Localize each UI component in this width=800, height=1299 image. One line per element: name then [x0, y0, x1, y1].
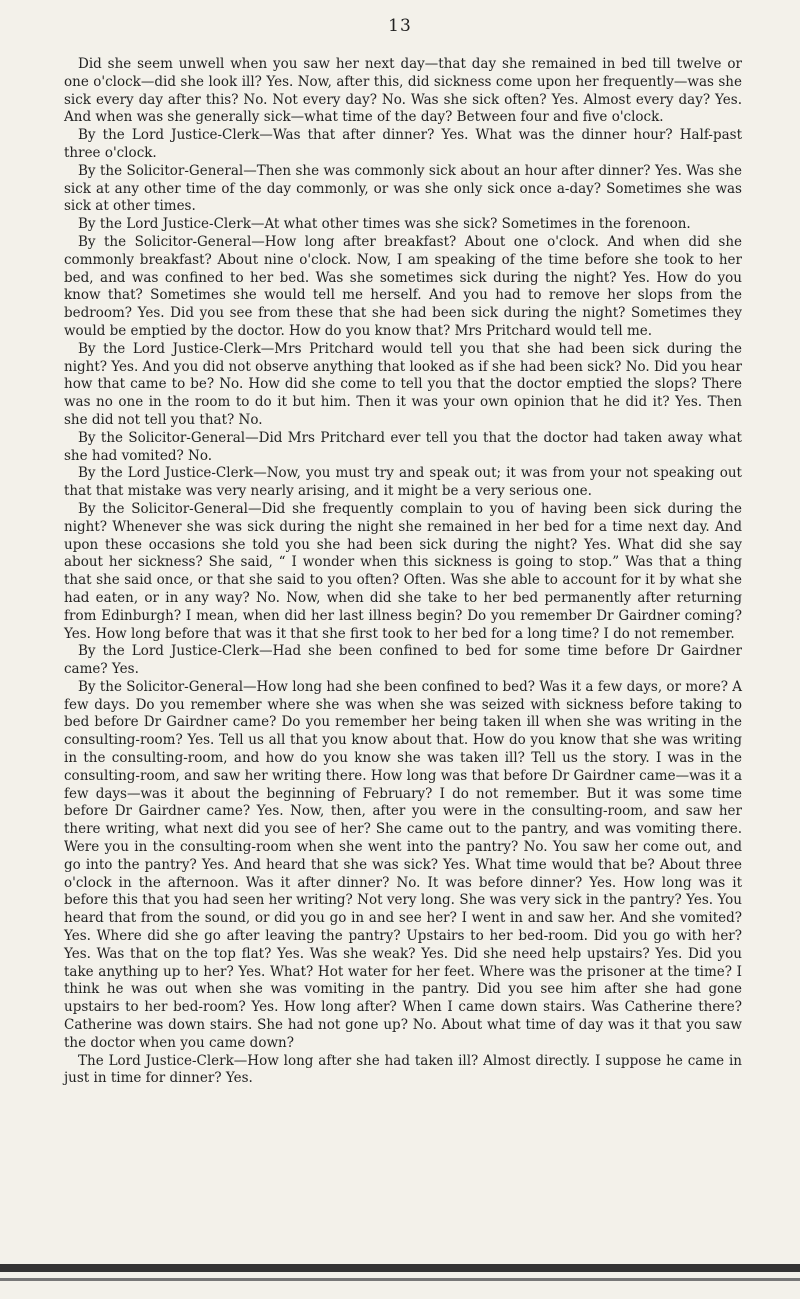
bottom-border-thin: [0, 1278, 800, 1281]
paragraph: By the Solicitor-General—How long after breakfast? About one o'clock. And when did she commonly breakfast? About nine o'clock. Now, I am speaking of the time before she took to her bed, and was confined to her bed. Was she sometimes sick during the night? Yes. How do you know that? Sometimes she would tell me herself. And you had to remove her slops from the bedroom? Yes. Did you see from these that she had been sick during the night? Sometimes they would be emptied by the doctor. How do you know that? Mrs Pritchard would tell me.: [64, 233, 742, 339]
paragraph: By the Solicitor-General—How long had she been confined to bed? Was it a few days, or more? A few days. Do you remember where she was when she was seized with sickness before taking to bed before Dr Gairdner came? Do you remember her being taken ill when she was writing in the consulting-room? Yes. Tell us all that you know about that. How do you know that she was writing in the consulting-room, and how do you know she was taken ill? Tell us the story. I was in the consulting-room, and saw her writing there. How long was that before Dr Gairdner came—was it a few days—was it about the beginning of February? I do not remember. But it was some time before Dr Gairdner came? Yes. Now, then, after you were in the consulting-room, and saw her there writing, what next did you see of her? She came out to the pantry, and was vomiting there. Were you in the consulting-room when she went into the pantry? No. You saw her come out, and go into the pantry? Yes. And heard that she was sick? Yes. What time would that be? About three o'clock in the afternoon. Was it after dinner? No. It was before dinner? Yes. How long was it before this that you had seen her writing? Not very long. She was very sick in the pantry? Yes. You heard that from the sound, or did you go in and see her? I went in and saw her. And she vomited? Yes. Where did she go after leaving the pantry? Upstairs to her bed-room. Did you go with her? Yes. Was that on the top flat? Yes. Was she weak? Yes. Did she need help upstairs? Yes. Did you take anything up to her? Yes. What? Hot water for her feet. Where was the prisoner at the time? I think he was out when she was vomiting in the pantry. Did you see him after she had gone upstairs to her bed-room? Yes. How long after? When I came down stairs. Was Catherine there? Catherine was down stairs. She had not gone up? No. About what time of day was it that you saw the doctor when you came down?: [64, 678, 742, 1051]
paragraph: By the Lord Justice-Clerk—At what other times was she sick? Sometimes in the forenoon.: [78, 216, 691, 233]
paragraph: By the Lord Justice-Clerk—Mrs Pritchard would tell you that she had been sick during the night? Yes. And you did not observe anything that looked as if she had been sick? No. Did you hear how that came to be? No. How did she come to tell you that the doctor emptied the slops? There was no one in the room to do it but him. Then it was your own opinion that he did it? Yes. Then she did not tell you that? No.: [64, 340, 742, 428]
bottom-border: [0, 1264, 800, 1272]
paragraph: By the Solicitor-General—Then she was commonly sick about an hour after dinner? Yes. Was she sick at any other time of the day commonly, or was she only sick once a-day? Sometimes she was sick at other times.: [64, 162, 742, 215]
testimony-text: [64, 56, 742, 1088]
paragraph: By the Lord Justice-Clerk—Now, you must try and speak out; it was from your not speaking out that that mistake was very nearly arising, and it might be a very serious one.: [64, 465, 742, 500]
paragraph: By the Solicitor-General—Did Mrs Pritchard ever tell you that the doctor had taken away what she had vomited? No.: [64, 429, 742, 464]
paragraph: The Lord Justice-Clerk—How long after she had taken ill? Almost directly. I suppose he came in just in time for dinner? Yes.: [64, 1052, 742, 1087]
page-number: 13: [388, 16, 412, 36]
paragraph: By the Lord Justice-Clerk—Was that after dinner? Yes. What was the dinner hour? Half-past three o'clock.: [64, 127, 742, 161]
paragraph: Did she seem unwell when you saw her next day—that day she remained in bed till twelve or one o'clock—did she look ill? Yes. Now, after this, did sickness come upon her frequently—was she sick every day after this? No. Not every day? No. Was she sick often? Yes. Almost every day? Yes. And when was she generally sick—what time of the day? Between four and five o'clock.: [64, 56, 742, 126]
paragraph: By the Lord Justice-Clerk—Had she been confined to bed for some time before Dr Gairdner came? Yes.: [64, 643, 742, 678]
paragraph: By the Solicitor-General—Did she frequently complain to you of having been sick during the night? Whenever she was sick during the night she remained in her bed for a time next day. And upon these occasions she told you she had been sick during the night? Yes. What did she say about her sickness? She said, “ I wonder when this sickness is going to stop.” Was that a thing that she said once, or that she said to you often? Often. Was she able to account for it by what she had eaten, or in any way? No. Now, when did she take to her bed permanently after returning from Edinburgh? I mean, when did her last illness begin? Do you remember Dr Gairdner coming? Yes. How long before that was it that she first took to her bed for a long time? I do not remember.: [64, 500, 742, 642]
